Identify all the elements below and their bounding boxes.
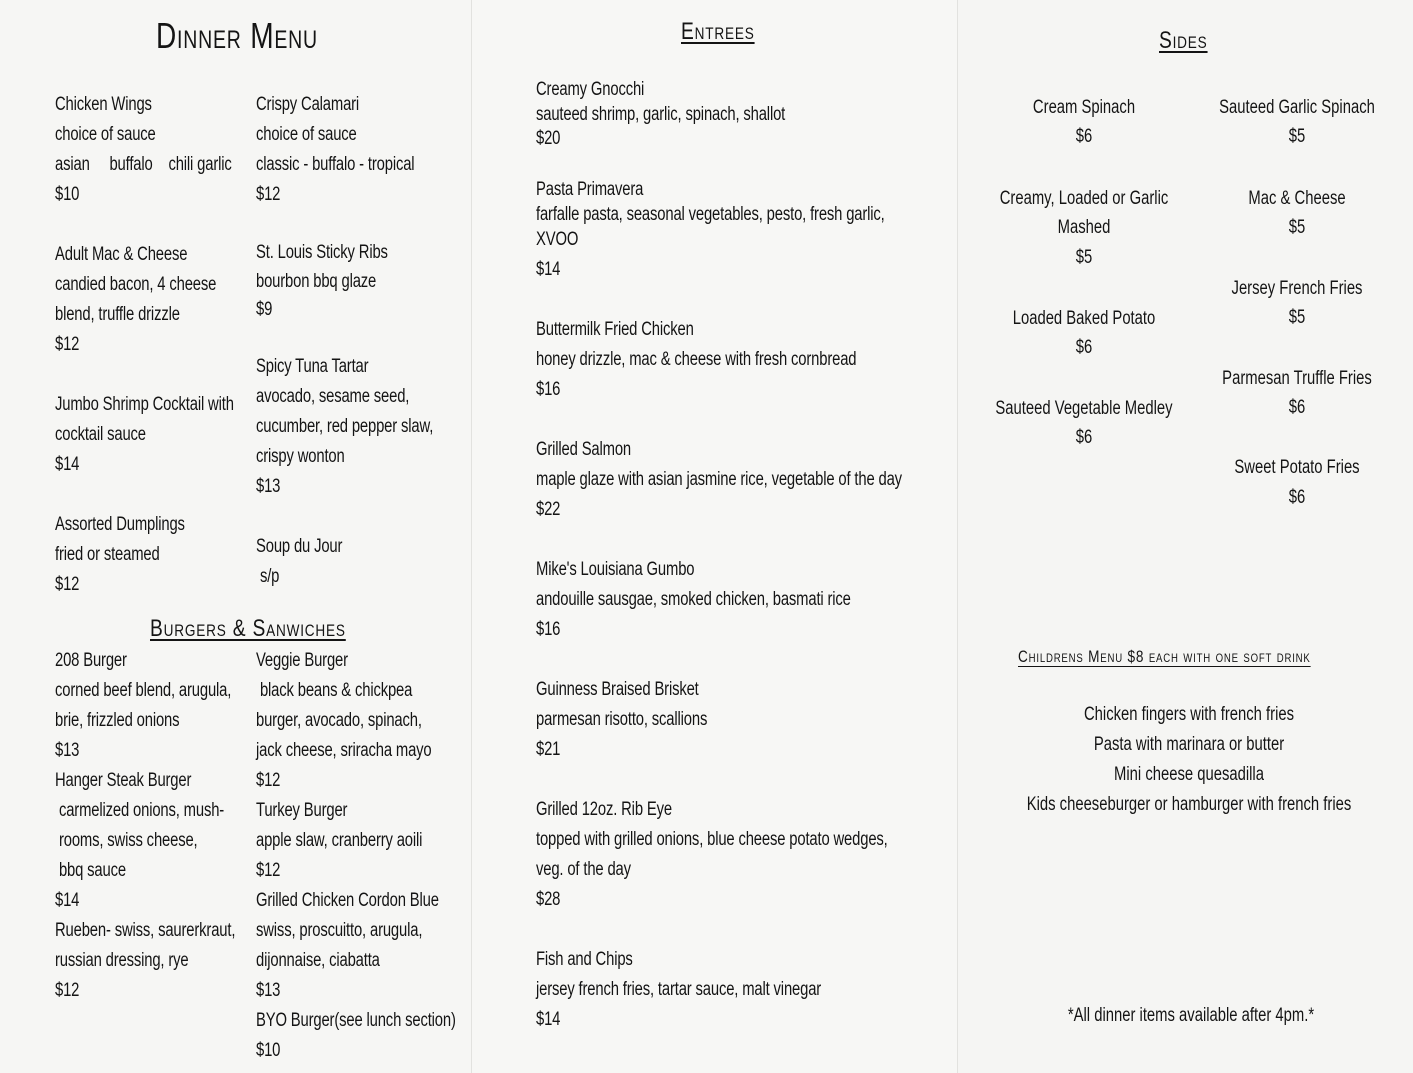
item-price: $16 bbox=[536, 379, 561, 400]
item-desc: choice of sauce bbox=[55, 124, 156, 145]
item-name: Loaded Baked Potato bbox=[1012, 308, 1156, 329]
item-desc: jack cheese, sriracha mayo bbox=[256, 740, 432, 761]
item-name: Turkey Burger bbox=[256, 800, 348, 821]
dinner-panel bbox=[0, 0, 471, 1073]
item-price: $12 bbox=[256, 184, 281, 205]
item-name: Creamy Gnocchi bbox=[536, 79, 645, 100]
item-price: $22 bbox=[536, 499, 561, 520]
item-name: Jersey French Fries bbox=[1231, 278, 1363, 299]
item-desc: apple slaw, cranberry aoili bbox=[256, 830, 423, 851]
item-desc: avocado, sesame seed, bbox=[256, 386, 410, 407]
item-price: $16 bbox=[536, 619, 561, 640]
item-desc: bourbon bbq glaze bbox=[256, 271, 377, 292]
item-name: Sauteed Garlic Spinach bbox=[1219, 97, 1375, 118]
item-price: $12 bbox=[256, 860, 281, 881]
list-item: Chicken fingers with french fries bbox=[1083, 704, 1295, 725]
item-name: Parmesan Truffle Fries bbox=[1222, 368, 1372, 389]
item-desc: asian buffalo chili garlic bbox=[55, 154, 232, 175]
item-price: $9 bbox=[256, 299, 273, 320]
item-desc: cocktail sauce bbox=[55, 424, 146, 445]
item-desc: bbq sauce bbox=[55, 860, 126, 881]
entrees-heading: Entrees bbox=[681, 18, 755, 45]
item-price: $14 bbox=[536, 259, 561, 280]
item-desc: blend, truffle drizzle bbox=[55, 304, 180, 325]
list-item: Kids cheeseburger or hamburger with french fries bbox=[1026, 794, 1352, 815]
item-desc: burger, avocado, spinach, bbox=[256, 710, 422, 731]
item-name: Spicy Tuna Tartar bbox=[256, 356, 369, 377]
item-price: $6 bbox=[1075, 427, 1093, 448]
item-desc: sauteed shrimp, garlic, spinach, shallot bbox=[536, 104, 786, 125]
item-price: $6 bbox=[1288, 487, 1306, 508]
item-price: $10 bbox=[256, 1040, 281, 1061]
item-desc: russian dressing, rye bbox=[55, 950, 189, 971]
list-item: Mini cheese quesadilla bbox=[1114, 764, 1264, 785]
item-name: Mike's Louisiana Gumbo bbox=[536, 559, 695, 580]
item-name: Grilled Chicken Cordon Blue bbox=[256, 890, 439, 911]
item-name: Veggie Burger bbox=[256, 650, 348, 671]
item-price: $5 bbox=[1288, 217, 1306, 238]
item-desc: brie, frizzled onions bbox=[55, 710, 180, 731]
item-price: s/p bbox=[256, 566, 280, 587]
item-desc: topped with grilled onions, blue cheese potato wedges, bbox=[536, 829, 888, 850]
item-desc: maple glaze with asian jasmine rice, vegetable of the day bbox=[536, 469, 902, 490]
item-price: $21 bbox=[536, 739, 561, 760]
list-item: Pasta with marinara or butter bbox=[1093, 734, 1285, 755]
item-desc: honey drizzle, mac & cheese with fresh cornbread bbox=[536, 349, 857, 370]
item-price: $20 bbox=[536, 128, 561, 149]
item-name: Cream Spinach bbox=[1032, 97, 1136, 118]
item-price: $13 bbox=[256, 476, 281, 497]
item-price: $6 bbox=[1288, 397, 1306, 418]
item-desc: fried or steamed bbox=[55, 544, 160, 565]
item-name: Mashed bbox=[1057, 217, 1111, 238]
item-desc: veg. of the day bbox=[536, 859, 631, 880]
item-price: $5 bbox=[1075, 247, 1093, 268]
item-price: $6 bbox=[1075, 126, 1093, 147]
item-name: Soup du Jour bbox=[256, 536, 343, 557]
item-name: St. Louis Sticky Ribs bbox=[256, 242, 388, 263]
item-desc: farfalle pasta, seasonal vegetables, pesto, fresh garlic, bbox=[536, 204, 885, 225]
item-name: Mac & Cheese bbox=[1248, 188, 1346, 209]
item-name: Sauteed Vegetable Medley bbox=[995, 398, 1173, 419]
item-desc: XVOO bbox=[536, 229, 579, 250]
item-name: Pasta Primavera bbox=[536, 179, 644, 200]
item-desc: black beans & chickpea bbox=[256, 680, 413, 701]
item-price: $5 bbox=[1288, 307, 1306, 328]
entrees-panel bbox=[471, 0, 957, 1073]
item-desc: parmesan risotto, scallions bbox=[536, 709, 708, 730]
dinner-availability-note: *All dinner items available after 4pm.* bbox=[1067, 1005, 1315, 1026]
item-desc: crispy wonton bbox=[256, 446, 345, 467]
item-price: $14 bbox=[55, 454, 80, 475]
item-name: Chicken Wings bbox=[55, 94, 152, 115]
item-name: Creamy, Loaded or Garlic bbox=[999, 188, 1169, 209]
item-name: Crispy Calamari bbox=[256, 94, 360, 115]
item-desc: jersey french fries, tartar sauce, malt vinegar bbox=[536, 979, 822, 1000]
item-price: $13 bbox=[256, 980, 281, 1001]
item-price: $10 bbox=[55, 184, 80, 205]
item-desc: rooms, swiss cheese, bbox=[55, 830, 198, 851]
item-desc: dijonnaise, ciabatta bbox=[256, 950, 380, 971]
item-name: Buttermilk Fried Chicken bbox=[536, 319, 694, 340]
item-price: $12 bbox=[55, 980, 80, 1001]
item-desc: carmelized onions, mush- bbox=[55, 800, 225, 821]
item-name: Jumbo Shrimp Cocktail with bbox=[55, 394, 234, 415]
item-name: Grilled 12oz. Rib Eye bbox=[536, 799, 672, 820]
sides-heading: Sides bbox=[1159, 27, 1208, 54]
item-price: $14 bbox=[55, 890, 80, 911]
item-name: Grilled Salmon bbox=[536, 439, 632, 460]
item-price: $12 bbox=[55, 574, 80, 595]
childrens-menu-heading: Childrens Menu $8 each with one soft drink bbox=[1018, 647, 1311, 666]
item-price: $5 bbox=[1288, 126, 1306, 147]
item-name: Fish and Chips bbox=[536, 949, 633, 970]
sides-panel bbox=[957, 0, 1413, 1073]
item-price: $14 bbox=[536, 1009, 561, 1030]
dinner-menu-title: Dinner Menu bbox=[156, 15, 318, 56]
item-price: $13 bbox=[55, 740, 80, 761]
item-name: Assorted Dumplings bbox=[55, 514, 185, 535]
item-desc: corned beef blend, arugula, bbox=[55, 680, 232, 701]
item-name: Sweet Potato Fries bbox=[1234, 457, 1360, 478]
item-price: $12 bbox=[55, 334, 80, 355]
item-name: Adult Mac & Cheese bbox=[55, 244, 188, 265]
item-price: $6 bbox=[1075, 337, 1093, 358]
item-name: BYO Burger(see lunch section) bbox=[256, 1010, 456, 1031]
item-name: Rueben- swiss, saurerkraut, bbox=[55, 920, 236, 941]
item-desc: cucumber, red pepper slaw, bbox=[256, 416, 434, 437]
item-name: Guinness Braised Brisket bbox=[536, 679, 699, 700]
item-desc: choice of sauce bbox=[256, 124, 357, 145]
item-price: $12 bbox=[256, 770, 281, 791]
item-desc: swiss, proscuitto, arugula, bbox=[256, 920, 423, 941]
item-name: 208 Burger bbox=[55, 650, 127, 671]
item-desc: candied bacon, 4 cheese bbox=[55, 274, 217, 295]
burgers-heading: Burgers & Sanwiches bbox=[150, 615, 346, 642]
item-price: $28 bbox=[536, 889, 561, 910]
item-desc: classic - buffalo - tropical bbox=[256, 154, 415, 175]
item-name: Hanger Steak Burger bbox=[55, 770, 192, 791]
item-desc: andouille sausgae, smoked chicken, basmati rice bbox=[536, 589, 851, 610]
